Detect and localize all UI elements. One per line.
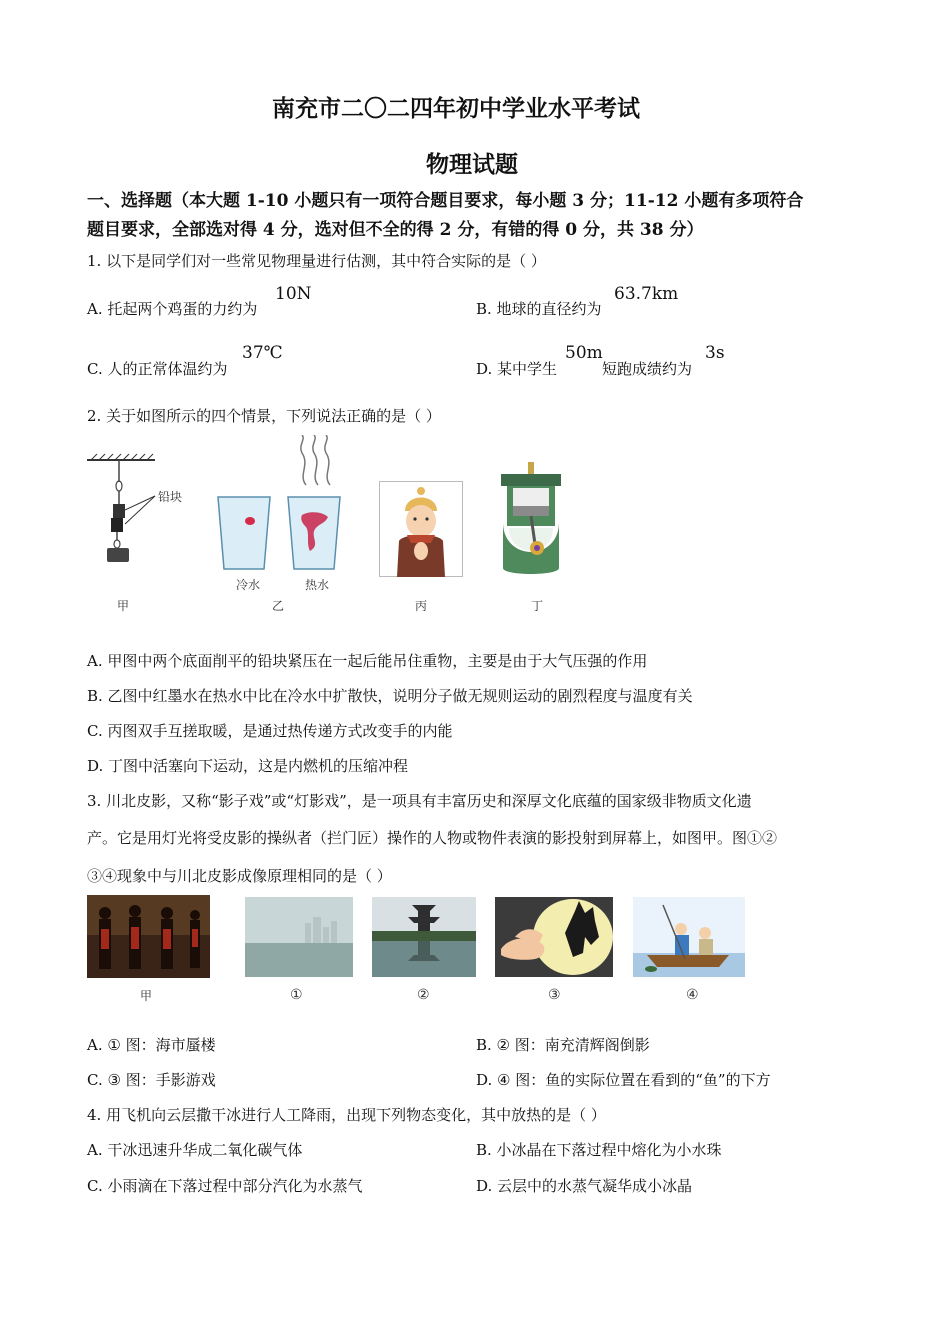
section-header-line2: 题目要求，全部选对得 4 分，选对但不全的得 2 分，有错的得 0 分，共 38 分）: [87, 220, 704, 240]
q1-option-b: B. 地球的直径约为: [476, 300, 602, 318]
page-subtitle: 物理试题: [426, 151, 518, 178]
q1-option-b-value: 63.7km: [614, 284, 679, 304]
q1-option-a-value: 10N: [275, 284, 312, 304]
q2-option-b: B. 乙图中红墨水在热水中比在冷水中扩散快，说明分子做无规则运动的剧烈程度与温度有关: [87, 687, 693, 705]
q2-lead-label: 铅块: [158, 490, 183, 504]
q4-option-d: D. 云层中的水蒸气凝华成小冰晶: [476, 1177, 693, 1195]
q3-option-d: D. ④ 图：鱼的实际位置在看到的“鱼”的下方: [476, 1071, 771, 1089]
q2-caption-jia: 甲: [117, 599, 130, 613]
q2-option-d: D. 丁图中活塞向下运动，这是内燃机的压缩冲程: [87, 757, 409, 775]
q3-option-b: B. ② 图：南充清辉阁倒影: [476, 1036, 650, 1054]
q2-caption-cold: 冷水: [236, 578, 261, 592]
q2-figure-bing: [379, 481, 463, 577]
q1-option-d-part2: 短跑成绩约为: [602, 360, 693, 378]
q3-stem-line2: 产。它是用灯光将受皮影的操纵者（拦门匠）操作的人物或物件表演的影投射到屏幕上，如图甲。图①②: [87, 829, 778, 847]
q2-stem: 2. 关于如图所示的四个情景，下列说法正确的是（ ）: [87, 407, 441, 425]
q3-caption-3: ③: [548, 987, 561, 1003]
q3-option-c: C. ③ 图：手影游戏: [87, 1071, 216, 1089]
q2-option-a: A. 甲图中两个底面削平的铅块紧压在一起后能吊住重物，主要是由于大气压强的作用: [87, 652, 648, 670]
q2-option-c: C. 丙图双手互搓取暖，是通过热传递方式改变手的内能: [87, 722, 453, 740]
q3-figure-4: [633, 897, 745, 977]
q2-caption-hot: 热水: [305, 578, 330, 592]
q2-figure-jia: [85, 452, 195, 570]
q4-stem: 4. 用飞机向云层撒干冰进行人工降雨，出现下列物态变化，其中放热的是（ ）: [87, 1106, 606, 1124]
q1-stem: 1. 以下是同学们对一些常见物理量进行估测，其中符合实际的是（ ）: [87, 252, 546, 270]
page-title: 南充市二〇二四年初中学业水平考试: [272, 95, 640, 122]
section-header-line1: 一、选择题（本大题 1-10 小题只有一项符合题目要求，每小题 3 分；11-12 小题有多项符合: [87, 191, 804, 211]
q3-caption-jia: 甲: [140, 989, 153, 1003]
q3-figure-1: [245, 897, 353, 977]
q1-option-d-part1: D. 某中学生: [476, 360, 558, 378]
q4-option-a: A. 干冰迅速升华成二氧化碳气体: [87, 1141, 303, 1159]
q3-figure-3: [495, 897, 613, 977]
q2-figure-ding: [497, 462, 565, 578]
q3-option-a: A. ① 图：海市蜃楼: [87, 1036, 216, 1054]
q1-option-c: C. 人的正常体温约为: [87, 360, 228, 378]
q3-caption-4: ④: [686, 987, 699, 1003]
q1-option-a-text: A. 托起两个鸡蛋的力约为: [87, 300, 258, 318]
q4-option-b: B. 小冰晶在下落过程中熔化为小水珠: [476, 1141, 722, 1159]
q4-option-c: C. 小雨滴在下落过程中部分汽化为水蒸气: [87, 1177, 363, 1195]
q2-caption-yi: 乙: [272, 599, 285, 613]
q1-option-d-value2: 3s: [705, 343, 725, 363]
q3-figure-jia: [87, 895, 210, 978]
q3-figure-2: [372, 897, 476, 977]
q3-caption-2: ②: [417, 987, 430, 1003]
q2-caption-bing: 丙: [415, 599, 428, 613]
q3-caption-1: ①: [290, 987, 303, 1003]
q1-option-a: [87, 298, 257, 319]
q2-figure-yi: [210, 435, 360, 575]
q3-stem-line3: ③④现象中与川北皮影成像原理相同的是（ ）: [87, 867, 392, 885]
q3-stem-line1: 3. 川北皮影，又称“影子戏”或“灯影戏”，是一项具有丰富历史和深厚文化底蕴的国家级非物质文化遗: [87, 792, 752, 810]
q1-option-d-value1: 50m: [565, 343, 603, 363]
q2-caption-ding: 丁: [531, 599, 544, 613]
q1-option-c-value: 37℃: [242, 343, 283, 363]
